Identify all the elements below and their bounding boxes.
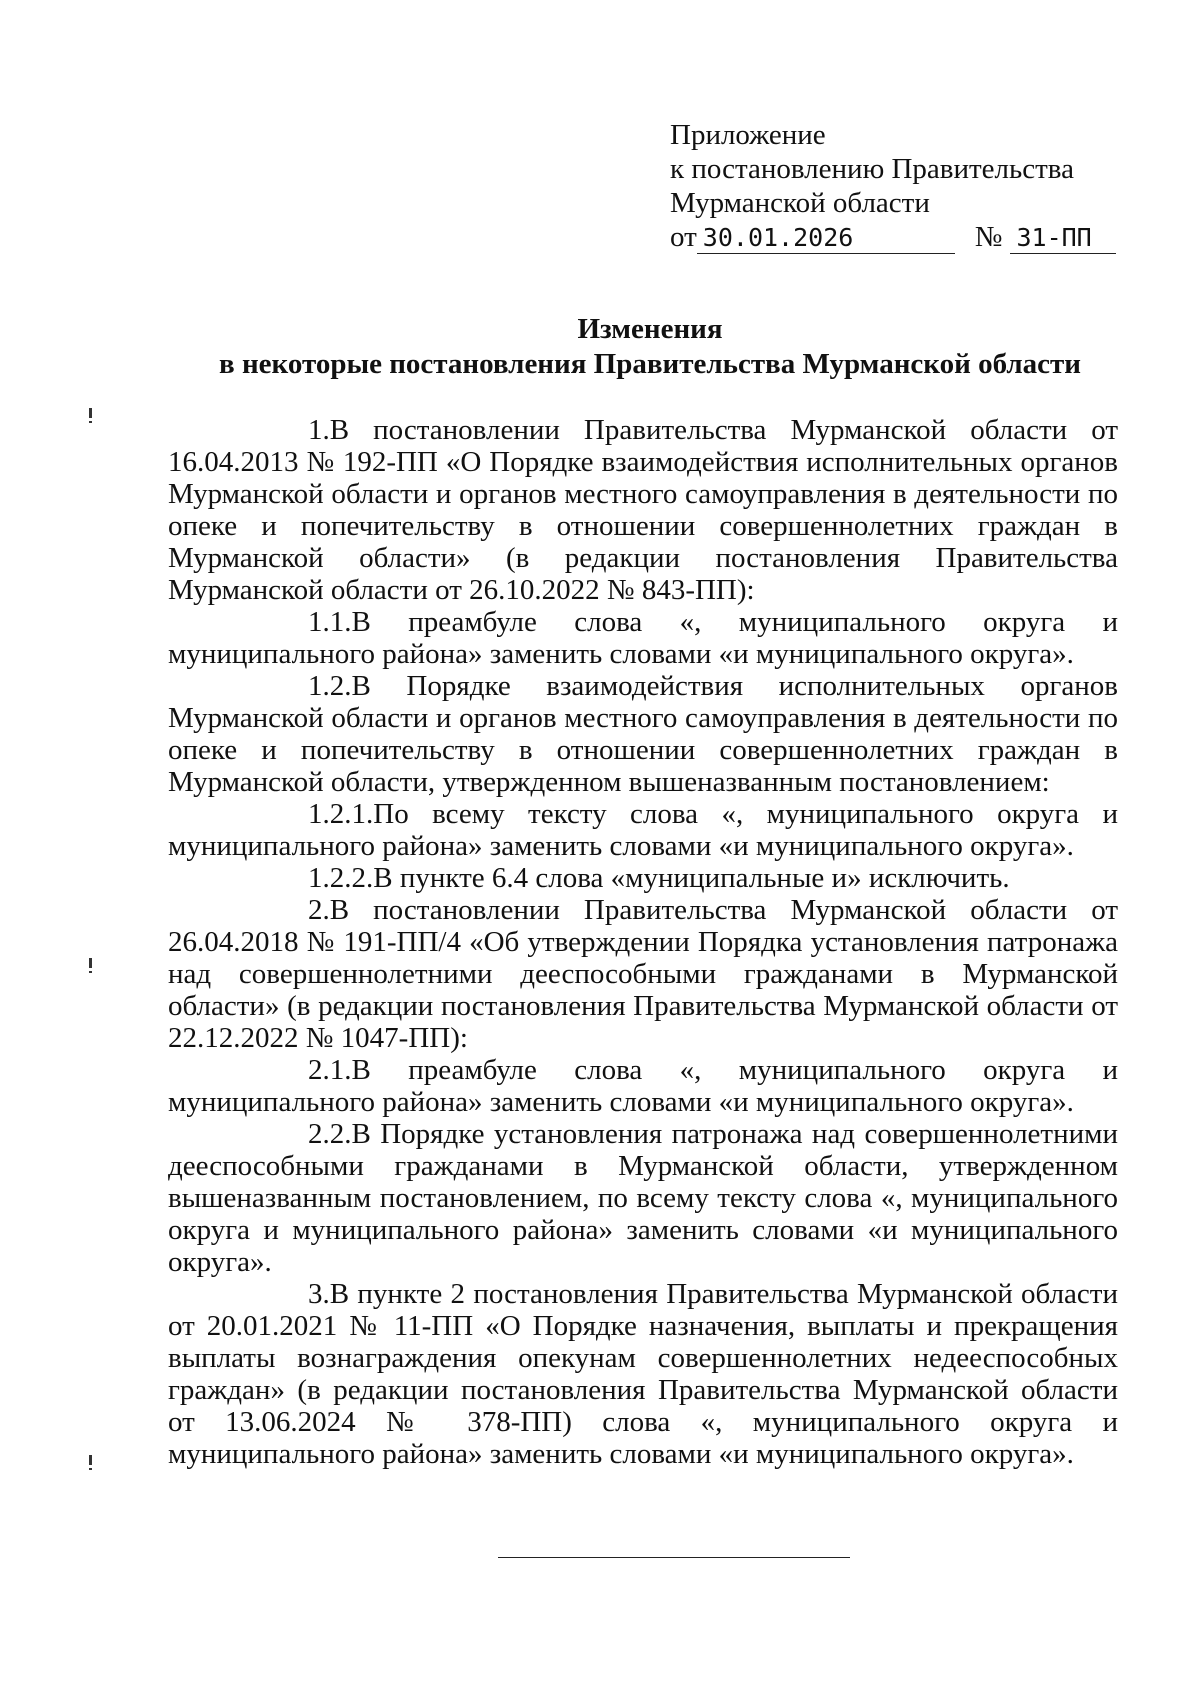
paragraph-3 xyxy=(168,1278,1118,1470)
paragraph-2-2 xyxy=(168,1118,1118,1278)
paragraph-text: В преамбуле слова «, муниципального округа и муниципального района» заменить словами «и муниципального округа». xyxy=(168,606,1118,670)
paragraph-text: По всему тексту слова «, муниципального округа и муниципального района» заменить словами «и муниципального округа». xyxy=(168,798,1118,862)
paragraph-text: В Порядке установления патронажа над совершеннолетними дееспособными гражданами в Мурманской области, утвержденном вышеназванным постановлением, по всему тексту слова «, муниципального округа и муниципального района» заменить словами «и муниципального округа». xyxy=(168,1118,1118,1278)
appendix-region: Мурманской области xyxy=(670,187,930,219)
paragraph-number: 1.2.1. xyxy=(308,798,374,830)
margin-mark xyxy=(89,1455,92,1465)
title-line-1: Изменения xyxy=(577,313,723,345)
paragraph-1-2-1 xyxy=(168,798,1118,862)
date-prefix: от xyxy=(670,221,697,253)
paragraph-1-1 xyxy=(168,606,1118,670)
paragraph-2-1 xyxy=(168,1054,1118,1118)
appendix-date-row xyxy=(670,220,1130,254)
margin-mark xyxy=(89,958,92,968)
resolution-date: 30.01.2026 xyxy=(697,223,955,254)
paragraph-number: 2. xyxy=(308,894,330,926)
appendix-stamp xyxy=(670,118,1130,254)
paragraph-text: В постановлении Правительства Мурманской области от 26.04.2018 № 191-ПП/4 «Об утверждении Порядка установления патронажа над совершеннолетними дееспособными гражданами в Мурманской области» (в редакции постановления Правительства Мурманской области от 22.12.2022 № 1047-ПП): xyxy=(168,894,1118,1054)
paragraph-number: 1.2.2. xyxy=(308,862,374,894)
paragraph-1-2-2 xyxy=(168,862,1118,894)
margin-mark xyxy=(89,408,92,418)
paragraph-number: 1.1. xyxy=(308,606,352,638)
title-line-2: в некоторые постановления Правительства Мурманской области xyxy=(219,348,1081,380)
document-title xyxy=(100,312,1200,382)
paragraph-2 xyxy=(168,894,1118,1054)
end-divider xyxy=(498,1557,850,1558)
paragraph-number: 1. xyxy=(308,414,330,446)
appendix-heading: Приложение xyxy=(670,119,826,151)
appendix-reference: к постановлению Правительства xyxy=(670,153,1074,185)
paragraph-number: 2.2. xyxy=(308,1118,352,1150)
paragraph-number: 2.1. xyxy=(308,1054,352,1086)
paragraph-text: В постановлении Правительства Мурманской области от 16.04.2013 № 192-ПП «О Порядке взаимодействия исполнительных органов Мурманской области и органов местного самоуправления в деятельности по опеке и попечительству в отношении совершеннолетних граждан в Мурманской области» (в редакции постановления Правительства Мурманской области от 26.10.2022 № 843-ПП): xyxy=(168,414,1118,606)
paragraph-number: 1.2. xyxy=(308,670,352,702)
paragraph-text: В преамбуле слова «, муниципального округа и муниципального района» заменить словами «и муниципального округа». xyxy=(168,1054,1118,1118)
paragraph-text: В Порядке взаимодействия исполнительных органов Мурманской области и органов местного самоуправления в деятельности по опеке и попечительству в отношении совершеннолетних граждан в Мурманской области, утвержденном вышеназванным постановлением: xyxy=(168,670,1118,798)
document-body xyxy=(168,414,1118,1470)
paragraph-text: В пункте 6.4 слова «муниципальные и» исключить. xyxy=(373,862,1010,894)
number-label: № xyxy=(974,221,1003,253)
resolution-number: 31-ПП xyxy=(1010,223,1116,254)
paragraph-1 xyxy=(168,414,1118,606)
paragraph-1-2 xyxy=(168,670,1118,798)
paragraph-number: 3. xyxy=(308,1278,330,1310)
paragraph-text: В пункте 2 постановления Правительства Мурманской области от 20.01.2021 № 11-ПП «О Порядке назначения, выплаты и прекращения выплаты вознаграждения опекунам совершеннолетних недееспособных граждан» (в редакции постановления Правительства Мурманской области от 13.06.2024 № 378-ПП) слова «, муниципального округа и муниципального района» заменить словами «и муниципального округа». xyxy=(168,1278,1118,1470)
